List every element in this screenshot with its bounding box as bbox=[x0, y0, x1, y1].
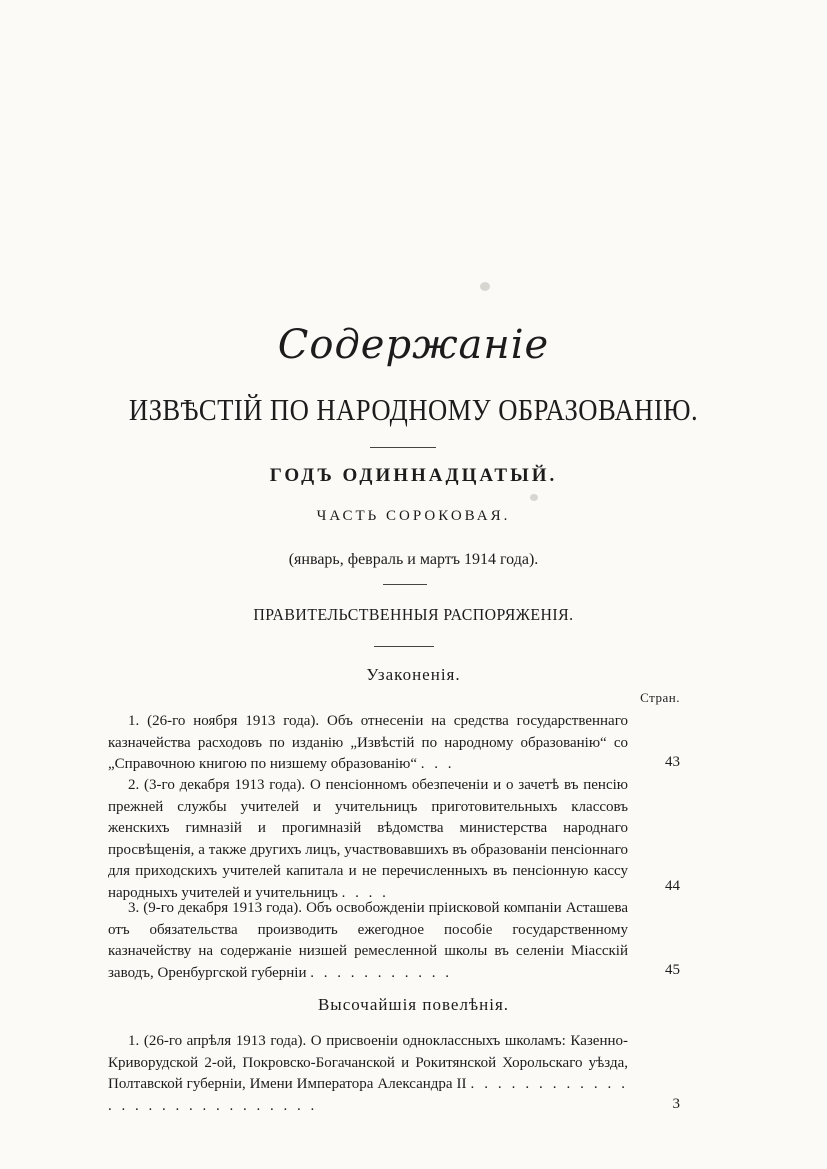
toc-entry-page: 3 bbox=[672, 1096, 680, 1112]
period-note: (январь, февраль и мартъ 1914 года). bbox=[288, 551, 539, 568]
toc-entry-text: 3. (9-го декабря 1913 года). Объ освобожденіи пріисковой компаніи Асташева отъ обязательства производить ежегодное пособіе государственному казначейству на содержаніе низшей ремесленной школы въ селеніи Міасскій заводъ, Оренбургской губерніи bbox=[108, 900, 628, 981]
part-heading: ЧАСТЬ СОРОКОВАЯ. bbox=[316, 508, 511, 524]
page-column-label: Стран. bbox=[640, 690, 680, 705]
leader-dots: . . . . . . . . . . . bbox=[310, 964, 452, 981]
toc-entry-text: 1. (26-го ноября 1913 года). Объ отнесеніи на средства государственнаго казначейства расходовъ по изданію „Извѣстій по народному образованію“ со „Справочною книгою по низшему образованію“ bbox=[108, 713, 628, 772]
paper-blemish bbox=[480, 282, 490, 291]
page-title-main: ИЗВѢСТІЙ ПО НАРОДНОМУ ОБРАЗОВАНІЮ. bbox=[128, 392, 699, 427]
leader-dots: . . . bbox=[420, 756, 455, 772]
toc-entry bbox=[108, 711, 628, 776]
toc-entry-text: 2. (3-го декабря 1913 года). О пенсіонномъ обезпеченіи и о зачетѣ въ пенсію прежней службы учителей и учительницъ приготовительныхъ классовъ женскихъ гимназій и прогимназій вѣдомства министерства народнаго просвѣщенія, а также другихъ лицъ, участвовавшихъ въ образованіи пенсіоннаго для приходскихъ учителей капитала и не перечисленныхъ въ пенсіонную кассу народныхъ учителей и учительницъ bbox=[108, 777, 628, 901]
toc-entry-page: 43 bbox=[665, 754, 680, 770]
toc-entry bbox=[108, 1031, 628, 1117]
toc-entry bbox=[108, 775, 628, 904]
section-title: ПРАВИТЕЛЬСТВЕННЫЯ РАСПОРЯЖЕНІЯ. bbox=[253, 605, 574, 624]
toc-entry-page: 44 bbox=[665, 878, 680, 894]
leader-dots: . . . . bbox=[341, 884, 389, 901]
divider bbox=[370, 447, 436, 448]
subsection-heading-decrees: Высочайшія повелѣнія. bbox=[317, 995, 510, 1014]
toc-entry-page: 45 bbox=[665, 962, 680, 978]
divider bbox=[383, 584, 427, 585]
subsection-heading-laws: Узаконенія. bbox=[366, 665, 461, 684]
paper-blemish bbox=[530, 494, 538, 501]
page-title-script: Содержаніе bbox=[277, 322, 550, 368]
leader-dots: . . . . . . . . . . . . . . . . . . . . . . . . . . . . bbox=[108, 1076, 629, 1114]
toc-entry-text: 1. (26-го апрѣля 1913 года). О присвоеніи одноклассныхъ школамъ: Казенно-Криворудской 2-ой, Покровско-Богачанской и Рокитянской Хорольскаго уѣзда, Полтавской губерніи, Имени Императора Александра II bbox=[108, 1033, 628, 1092]
toc-entry bbox=[108, 898, 628, 984]
year-heading: ГОДЪ ОДИННАДЦАТЫЙ. bbox=[269, 465, 558, 486]
divider bbox=[374, 646, 434, 647]
